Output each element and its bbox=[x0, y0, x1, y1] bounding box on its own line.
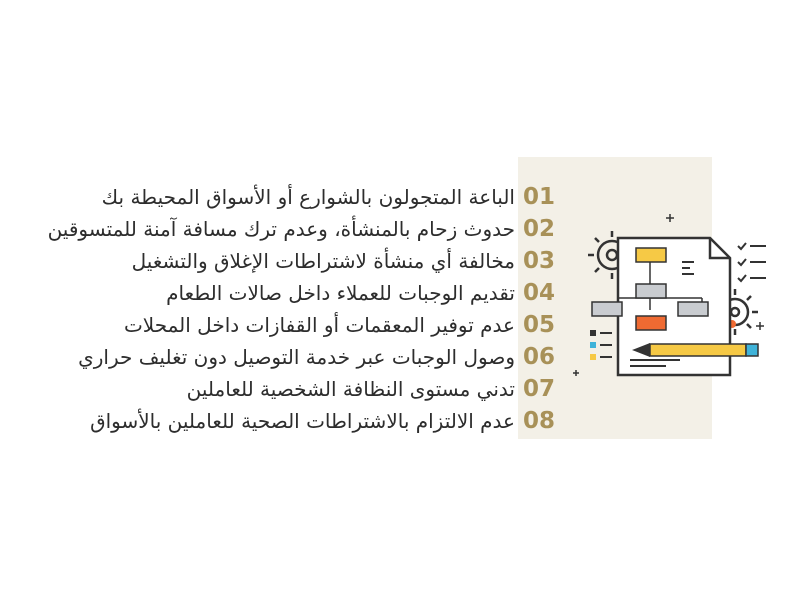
item-text: عدم توفير المعقمات أو القفازات داخل المحلات bbox=[123, 313, 515, 337]
flow-box-icon bbox=[636, 284, 666, 298]
item-text: عدم الالتزام بالاشتراطات الصحية للعاملين بالأسواق bbox=[90, 409, 515, 433]
item-number: 03 bbox=[522, 248, 555, 274]
list-item bbox=[15, 277, 555, 309]
violations-list bbox=[15, 181, 555, 437]
item-number: 05 bbox=[522, 312, 555, 338]
item-number: 02 bbox=[522, 216, 555, 242]
item-text: وصول الوجبات عبر خدمة التوصيل دون تغليف حراري bbox=[78, 345, 515, 369]
flow-box-icon bbox=[592, 302, 622, 316]
legend-icon bbox=[590, 330, 612, 360]
flow-box-icon bbox=[636, 248, 666, 262]
item-number: 07 bbox=[522, 376, 555, 402]
list-item bbox=[15, 181, 555, 213]
flow-box-icon bbox=[678, 302, 708, 316]
item-text: الباعة المتجولون بالشوارع أو الأسواق المحيطة بك bbox=[101, 185, 515, 209]
item-number: 04 bbox=[522, 280, 555, 306]
item-number: 06 bbox=[522, 344, 555, 370]
list-item bbox=[15, 213, 555, 245]
item-text: تقديم الوجبات للعملاء داخل صالات الطعام bbox=[166, 281, 515, 305]
list-item bbox=[15, 309, 555, 341]
item-text: حدوث زحام بالمنشأة، وعدم ترك مسافة آمنة للمتسوقين bbox=[47, 217, 515, 241]
flowchart-document-with-pencil-icon bbox=[570, 210, 770, 385]
list-item bbox=[15, 373, 555, 405]
list-item bbox=[15, 405, 555, 437]
list-item bbox=[15, 245, 555, 277]
item-text: تدني مستوى النظافة الشخصية للعاملين bbox=[186, 377, 515, 401]
item-text: مخالفة أي منشأة لاشتراطات الإغلاق والتشغيل bbox=[131, 249, 515, 273]
flow-box-icon bbox=[636, 316, 666, 330]
item-number: 01 bbox=[522, 184, 555, 210]
checklist-icon bbox=[738, 243, 766, 281]
pencil-icon bbox=[632, 343, 758, 357]
item-number: 08 bbox=[522, 408, 555, 434]
list-item bbox=[15, 341, 555, 373]
